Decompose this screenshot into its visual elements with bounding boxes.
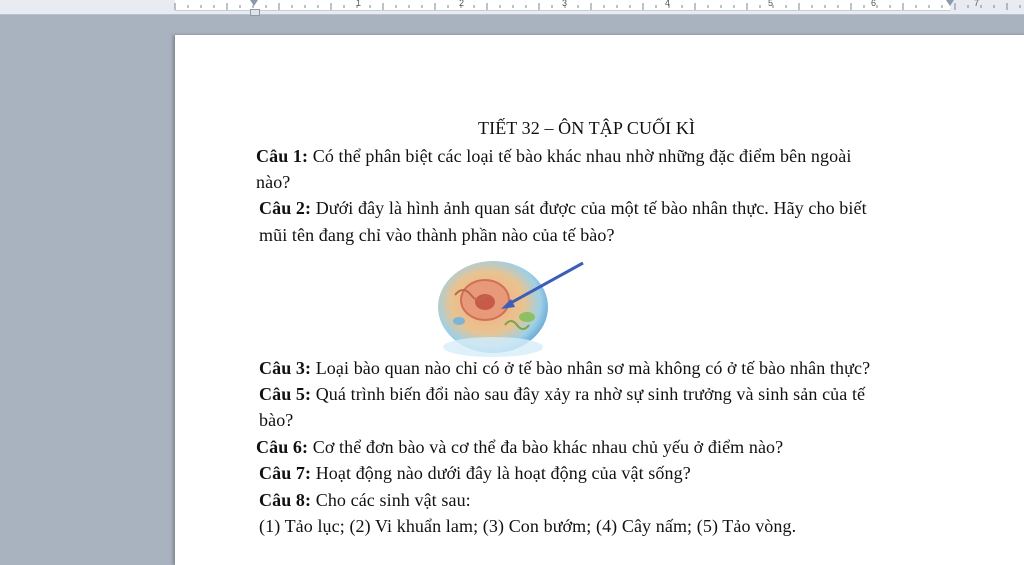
question-label: Câu 3:: [259, 358, 312, 378]
document-title: TIẾT 32 – ÔN TẬP CUỐI KÌ: [478, 118, 696, 138]
question-label: Câu 1:: [256, 146, 309, 166]
ruler-number: 6: [871, 0, 877, 8]
question-label: Câu 2:: [259, 198, 312, 218]
question-3: [259, 358, 870, 379]
question-5: [259, 384, 865, 405]
question-1: [256, 146, 851, 167]
question-8: [259, 490, 471, 511]
ruler-number: 3: [562, 0, 568, 8]
question-label: Câu 5:: [259, 384, 312, 404]
ruler-number: 4: [665, 0, 671, 8]
question-label: Câu 6:: [256, 437, 309, 457]
question-text: Dưới đây là hình ảnh quan sát được của một tế bào nhân thực. Hãy cho biết: [311, 198, 867, 218]
ruler-number: 1: [356, 0, 362, 8]
cell-base: [443, 337, 543, 357]
organism-list: (1) Tảo lục; (2) Vi khuẩn lam; (3) Con bướm; (4) Cây nấm; (5) Tảo vòng.: [259, 516, 797, 536]
question-1-continuation: nào?: [256, 172, 291, 192]
question-label: Câu 8:: [259, 490, 312, 510]
question-text: Loại bào quan nào chỉ có ở tế bào nhân sơ mà không có ở tế bào nhân thực?: [311, 358, 871, 378]
question-6: [256, 437, 783, 458]
ruler-number: 2: [459, 0, 465, 8]
question-2: [259, 198, 867, 219]
question-5-continuation: bào?: [259, 410, 294, 430]
horizontal-ruler[interactable]: [0, 0, 1024, 15]
cell-organelle: [519, 312, 535, 322]
question-text: Hoạt động nào dưới đây là hoạt động của vật sống?: [311, 463, 691, 483]
question-text: Cho các sinh vật sau:: [311, 490, 471, 510]
ruler-number: 7: [974, 0, 980, 8]
right-indent-marker[interactable]: [946, 0, 954, 6]
first-line-indent-marker[interactable]: [250, 0, 258, 6]
question-text: Quá trình biến đổi nào sau đây xảy ra nhờ sự sinh trưởng và sinh sản của tế: [311, 384, 866, 404]
document-page[interactable]: [175, 35, 1024, 565]
left-indent-marker[interactable]: [250, 9, 260, 16]
question-7: [259, 463, 691, 484]
cell-organelle: [453, 317, 465, 325]
question-2-continuation: mũi tên đang chỉ vào thành phần nào của tế bào?: [259, 225, 615, 245]
question-text: Có thể phân biệt các loại tế bào khác nhau nhờ những đặc điểm bên ngoài: [308, 146, 852, 166]
ruler-number: 5: [768, 0, 774, 8]
question-label: Câu 7:: [259, 463, 312, 483]
question-text: Cơ thể đơn bào và cơ thể đa bào khác nhau chủ yếu ở điểm nào?: [308, 437, 784, 457]
eukaryotic-cell-image: [435, 255, 595, 365]
